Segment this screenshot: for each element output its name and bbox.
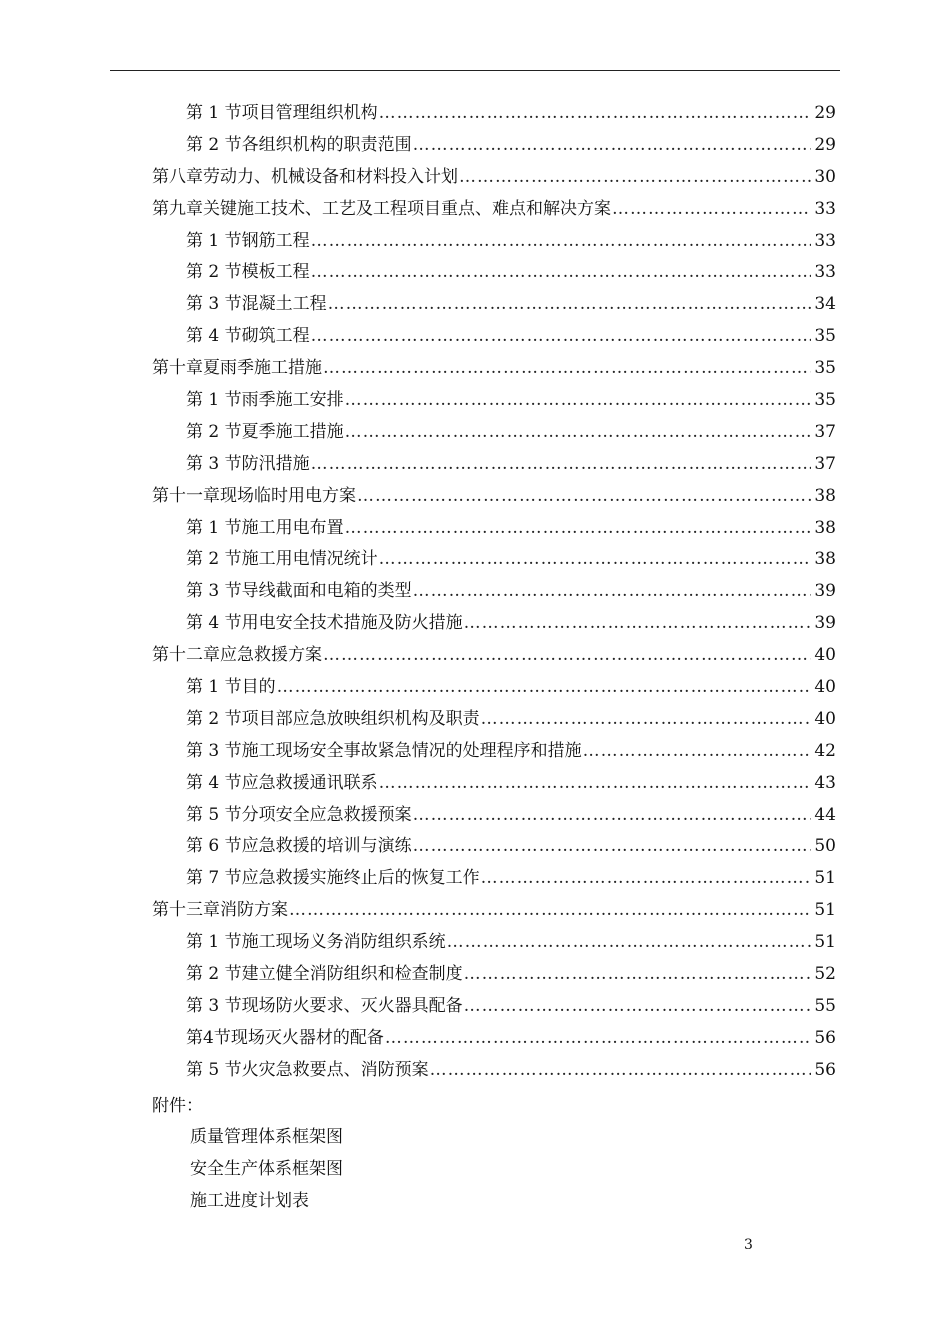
toc-entry-number: 第 4 节 bbox=[186, 613, 242, 634]
toc-chapter-row[interactable] bbox=[0, 162, 950, 194]
toc-section-row[interactable] bbox=[0, 800, 950, 832]
toc-dot-leader bbox=[481, 704, 812, 736]
toc-section-row[interactable] bbox=[0, 321, 950, 353]
toc-entry-number: 第 1 节 bbox=[186, 677, 242, 698]
toc-chapter-row[interactable] bbox=[0, 640, 950, 672]
toc-entry-number: 第 1 节 bbox=[186, 230, 242, 251]
toc-dot-leader bbox=[289, 895, 811, 927]
toc-entry-page: 40 bbox=[814, 645, 836, 666]
toc-entry-number: 第 2 节 bbox=[186, 134, 242, 155]
toc-section-row[interactable] bbox=[0, 449, 950, 481]
toc-entry-page: 38 bbox=[814, 485, 836, 506]
toc-entry-title: 现场防火要求、灭火器具配备 bbox=[241, 995, 463, 1016]
toc-entry-title: 现场临时用电方案 bbox=[220, 485, 356, 506]
toc-chapter-row[interactable] bbox=[0, 194, 950, 226]
header-rule bbox=[110, 70, 840, 71]
toc-entry-line bbox=[186, 704, 836, 736]
toc-entry-page: 37 bbox=[814, 453, 836, 474]
toc-entry-title: 项目部应急放映组织机构及职责 bbox=[241, 708, 480, 729]
toc-entry-page: 29 bbox=[814, 134, 836, 155]
toc-entry-line bbox=[186, 544, 836, 576]
toc-entry-title: 应急救援的培训与演练 bbox=[241, 836, 412, 857]
toc-entry-number: 第 6 节 bbox=[186, 836, 242, 857]
toc-entry-number: 第九章 bbox=[152, 198, 203, 219]
toc-entry-number: 第十三章 bbox=[152, 900, 220, 921]
toc-dot-leader bbox=[385, 1023, 812, 1055]
toc-dot-leader bbox=[379, 544, 812, 576]
toc-entry-line bbox=[186, 226, 836, 258]
toc-entry-number: 第八章 bbox=[152, 166, 203, 187]
toc-entry-page: 52 bbox=[814, 964, 836, 985]
attachment-item: 质量管理体系框架图 bbox=[190, 1127, 343, 1147]
toc-entry-line bbox=[186, 385, 836, 417]
toc-section-row[interactable] bbox=[0, 1055, 950, 1087]
toc-dot-leader bbox=[464, 991, 812, 1023]
toc-entry-line bbox=[186, 608, 836, 640]
attachments-list bbox=[190, 1122, 343, 1218]
toc-entry-title: 施工现场安全事故紧急情况的处理程序和措施 bbox=[241, 740, 582, 761]
toc-entry-line bbox=[152, 481, 836, 513]
toc-entry-number: 第 4 节 bbox=[186, 326, 242, 347]
toc-entry-page: 43 bbox=[814, 772, 836, 793]
toc-section-row[interactable] bbox=[0, 513, 950, 545]
toc-dot-leader bbox=[583, 736, 812, 768]
toc-entry-line bbox=[152, 162, 836, 194]
toc-entry-page: 56 bbox=[814, 1027, 836, 1048]
toc-entry-page: 35 bbox=[814, 358, 836, 379]
toc-section-row[interactable] bbox=[0, 959, 950, 991]
toc-entry-title: 分项安全应急救援预案 bbox=[241, 804, 412, 825]
toc-dot-leader bbox=[357, 481, 811, 513]
toc-dot-leader bbox=[459, 162, 811, 194]
toc-entry-page: 51 bbox=[814, 868, 836, 889]
table-of-contents bbox=[0, 98, 950, 1087]
toc-entry-page: 51 bbox=[814, 932, 836, 953]
toc-chapter-row[interactable] bbox=[0, 895, 950, 927]
toc-section-row[interactable] bbox=[0, 927, 950, 959]
toc-entry-line bbox=[186, 1055, 836, 1087]
toc-entry-line bbox=[186, 257, 836, 289]
toc-entry-line bbox=[186, 863, 836, 895]
toc-entry-line bbox=[186, 1023, 836, 1055]
toc-entry-title: 防汛措施 bbox=[241, 453, 310, 474]
toc-entry-line bbox=[186, 130, 836, 162]
toc-dot-leader bbox=[413, 576, 812, 608]
page-number: 3 bbox=[744, 1237, 753, 1253]
toc-entry-number: 第 2 节 bbox=[186, 708, 242, 729]
toc-section-row[interactable] bbox=[0, 863, 950, 895]
toc-entry-title: 砌筑工程 bbox=[241, 326, 310, 347]
toc-entry-line bbox=[186, 449, 836, 481]
toc-section-row[interactable] bbox=[0, 98, 950, 130]
toc-entry-number: 第 1 节 bbox=[186, 932, 242, 953]
toc-entry-line bbox=[152, 640, 836, 672]
toc-entry-line bbox=[186, 991, 836, 1023]
toc-entry-page: 51 bbox=[814, 900, 836, 921]
toc-dot-leader bbox=[464, 959, 812, 991]
toc-entry-number: 第十一章 bbox=[152, 485, 220, 506]
toc-entry-title: 模板工程 bbox=[241, 262, 310, 283]
toc-entry-title: 关键施工技术、工艺及工程项目重点、难点和解决方案 bbox=[203, 198, 611, 219]
toc-section-row[interactable] bbox=[0, 385, 950, 417]
toc-section-row[interactable] bbox=[0, 226, 950, 258]
toc-entry-line bbox=[186, 513, 836, 545]
toc-section-row[interactable] bbox=[0, 608, 950, 640]
toc-section-row[interactable] bbox=[0, 130, 950, 162]
toc-dot-leader bbox=[481, 863, 812, 895]
toc-dot-leader bbox=[379, 768, 812, 800]
toc-dot-leader bbox=[345, 417, 812, 449]
toc-dot-leader bbox=[323, 353, 811, 385]
toc-section-row[interactable] bbox=[0, 576, 950, 608]
attachment-item: 安全生产体系框架图 bbox=[190, 1158, 343, 1179]
toc-entry-title: 导线截面和电箱的类型 bbox=[241, 581, 412, 602]
toc-dot-leader bbox=[345, 385, 812, 417]
toc-entry-number: 第 2 节 bbox=[186, 549, 242, 570]
toc-entry-page: 39 bbox=[814, 613, 836, 634]
toc-entry-title: 钢筋工程 bbox=[241, 230, 310, 251]
toc-dot-leader bbox=[413, 831, 812, 863]
toc-dot-leader bbox=[328, 289, 812, 321]
toc-entry-number: 第4节 bbox=[186, 1027, 231, 1048]
toc-section-row[interactable] bbox=[0, 544, 950, 576]
toc-entry-title: 应急救援方案 bbox=[220, 645, 322, 666]
toc-entry-title: 应急救援实施终止后的恢复工作 bbox=[241, 868, 480, 889]
toc-entry-page: 40 bbox=[814, 708, 836, 729]
toc-section-row[interactable] bbox=[0, 768, 950, 800]
toc-section-row[interactable] bbox=[0, 704, 950, 736]
toc-entry-title: 混凝土工程 bbox=[241, 294, 327, 315]
toc-entry-line bbox=[186, 98, 836, 130]
toc-dot-leader bbox=[323, 640, 811, 672]
toc-section-row[interactable] bbox=[0, 257, 950, 289]
toc-entry-title: 项目管理组织机构 bbox=[241, 103, 378, 123]
toc-entry-page: 29 bbox=[814, 103, 836, 123]
toc-entry-title: 应急救援通讯联系 bbox=[241, 772, 378, 793]
toc-entry-title: 施工现场义务消防组织系统 bbox=[241, 932, 446, 953]
toc-entry-line bbox=[186, 959, 836, 991]
toc-dot-leader bbox=[430, 1055, 812, 1087]
toc-entry-line bbox=[152, 353, 836, 385]
toc-section-row[interactable] bbox=[0, 672, 950, 704]
toc-entry-line bbox=[186, 417, 836, 449]
toc-entry-number: 第 1 节 bbox=[186, 103, 242, 123]
toc-entry-page: 50 bbox=[814, 836, 836, 857]
toc-section-row[interactable] bbox=[0, 831, 950, 863]
toc-entry-number: 第 7 节 bbox=[186, 868, 242, 889]
toc-entry-page: 33 bbox=[814, 262, 836, 283]
toc-dot-leader bbox=[311, 226, 812, 258]
toc-entry-number: 第 4 节 bbox=[186, 772, 242, 793]
toc-entry-line bbox=[152, 895, 836, 927]
toc-entry-page: 33 bbox=[814, 198, 836, 219]
toc-entry-number: 第 2 节 bbox=[186, 262, 242, 283]
toc-dot-leader bbox=[311, 321, 812, 353]
toc-entry-page: 37 bbox=[814, 421, 836, 442]
toc-entry-page: 38 bbox=[814, 517, 836, 538]
toc-entry-page: 30 bbox=[814, 166, 836, 187]
attachments-label: 附件： bbox=[152, 1096, 203, 1116]
toc-entry-page: 34 bbox=[814, 294, 836, 315]
toc-section-row[interactable] bbox=[0, 736, 950, 768]
toc-entry-page: 38 bbox=[814, 549, 836, 570]
toc-section-row[interactable] bbox=[0, 991, 950, 1023]
toc-entry-number: 第 2 节 bbox=[186, 964, 242, 985]
toc-entry-title: 火灾急救要点、消防预案 bbox=[241, 1059, 429, 1080]
toc-entry-line bbox=[186, 289, 836, 321]
toc-entry-line bbox=[186, 672, 836, 704]
toc-entry-line bbox=[186, 576, 836, 608]
toc-entry-number: 第 5 节 bbox=[186, 1059, 242, 1080]
toc-entry-page: 33 bbox=[814, 230, 836, 251]
toc-entry-page: 56 bbox=[814, 1059, 836, 1080]
toc-section-row[interactable] bbox=[0, 417, 950, 449]
toc-entry-title: 劳动力、机械设备和材料投入计划 bbox=[203, 166, 458, 187]
toc-entry-title: 各组织机构的职责范围 bbox=[241, 134, 412, 155]
toc-dot-leader bbox=[612, 194, 811, 226]
toc-entry-title: 夏季施工措施 bbox=[241, 421, 344, 442]
toc-dot-leader bbox=[413, 800, 812, 832]
toc-entry-title: 现场灭火器材的配备 bbox=[230, 1027, 384, 1048]
toc-chapter-row[interactable] bbox=[0, 481, 950, 513]
toc-dot-leader bbox=[464, 608, 812, 640]
toc-dot-leader bbox=[311, 257, 812, 289]
toc-entry-number: 第 3 节 bbox=[186, 740, 242, 761]
attachment-item: 施工进度计划表 bbox=[190, 1190, 309, 1211]
toc-dot-leader bbox=[277, 672, 812, 704]
toc-entry-page: 39 bbox=[814, 581, 836, 602]
toc-entry-title: 用电安全技术措施及防火措施 bbox=[241, 613, 463, 634]
toc-dot-leader bbox=[413, 130, 812, 162]
toc-entry-number: 第 3 节 bbox=[186, 453, 242, 474]
toc-entry-number: 第十章 bbox=[152, 358, 203, 379]
toc-entry-number: 第 3 节 bbox=[186, 581, 242, 602]
toc-entry-line bbox=[186, 768, 836, 800]
toc-entry-page: 40 bbox=[814, 677, 836, 698]
toc-entry-line bbox=[186, 800, 836, 832]
toc-entry-title: 消防方案 bbox=[220, 900, 288, 921]
toc-entry-page: 35 bbox=[814, 326, 836, 347]
toc-entry-number: 第 2 节 bbox=[186, 421, 242, 442]
toc-entry-line bbox=[186, 831, 836, 863]
toc-entry-number: 第十二章 bbox=[152, 645, 220, 666]
toc-entry-number: 第 1 节 bbox=[186, 517, 242, 538]
toc-entry-title: 建立健全消防组织和检查制度 bbox=[241, 964, 463, 985]
toc-section-row[interactable] bbox=[0, 289, 950, 321]
toc-entry-title: 夏雨季施工措施 bbox=[203, 358, 322, 379]
toc-dot-leader bbox=[345, 513, 812, 545]
toc-entry-number: 第 3 节 bbox=[186, 294, 242, 315]
toc-dot-leader bbox=[447, 927, 812, 959]
toc-dot-leader bbox=[311, 449, 812, 481]
toc-entry-line bbox=[186, 927, 836, 959]
toc-section-row[interactable] bbox=[0, 1023, 950, 1055]
toc-entry-number: 第 3 节 bbox=[186, 995, 242, 1016]
toc-entry-line bbox=[186, 321, 836, 353]
toc-entry-title: 施工用电情况统计 bbox=[241, 549, 378, 570]
toc-entry-number: 第 1 节 bbox=[186, 390, 242, 411]
toc-dot-leader bbox=[379, 98, 812, 130]
toc-entry-page: 55 bbox=[814, 995, 836, 1016]
toc-entry-page: 44 bbox=[814, 804, 836, 825]
toc-chapter-row[interactable] bbox=[0, 353, 950, 385]
toc-entry-page: 42 bbox=[814, 740, 836, 761]
toc-entry-page: 35 bbox=[814, 390, 836, 411]
toc-entry-title: 施工用电布置 bbox=[241, 517, 344, 538]
toc-entry-line bbox=[186, 736, 836, 768]
toc-entry-number: 第 5 节 bbox=[186, 804, 242, 825]
toc-entry-line bbox=[152, 194, 836, 226]
toc-entry-title: 雨季施工安排 bbox=[241, 390, 344, 411]
toc-entry-title: 目的 bbox=[241, 677, 276, 698]
